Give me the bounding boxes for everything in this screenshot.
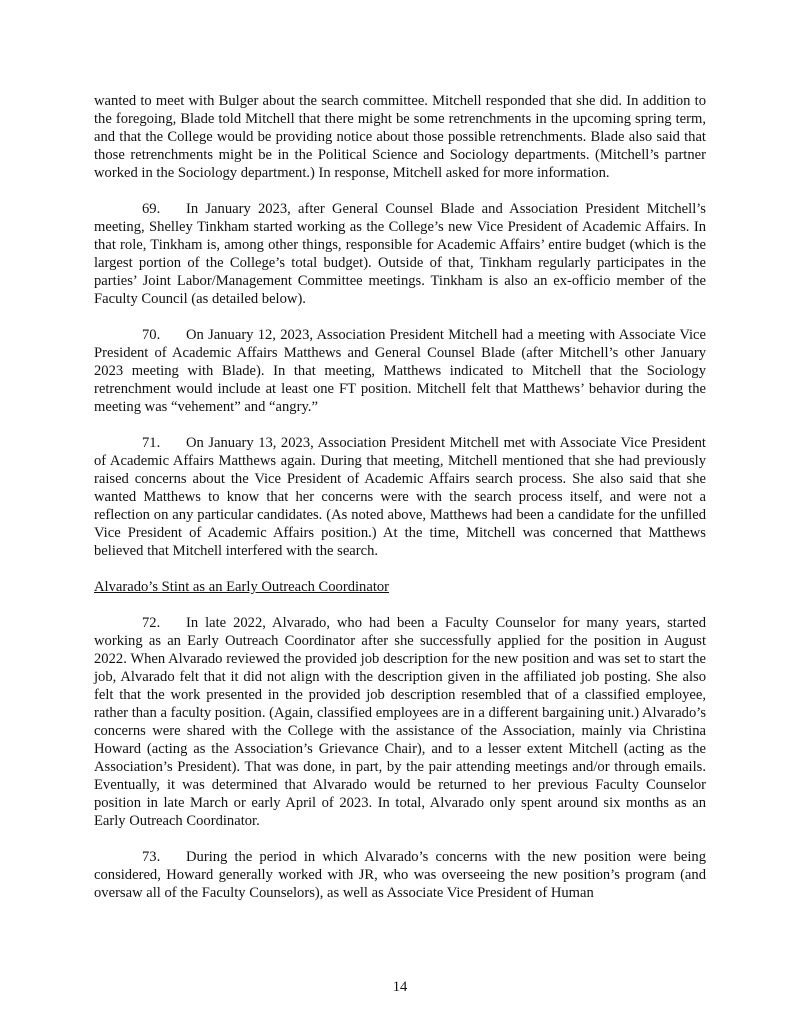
paragraph-text: In late 2022, Alvarado, who had been a Faculty Counselor for many years, started working as an Early Outreach Coordinator after she successfully applied for the position in August 2022. When Alvarado reviewed the provided job description for the new position and was set to start the job, Alvarado felt that it did not align with the description given in the affiliated job posting. She also felt that the work presented in the provided job description resembled that of a classified employee, rather than a faculty position. (Again, classified employees are in a different bargaining unit.) Alvarado’s concerns were shared with the College with the assistance of the Association, mainly via Christina Howard (acting as the Association’s Grievance Chair), and to a lesser extent Mitchell (acting as the Association’s President). That was done, in part, by the pair attending meetings and/or through emails. Eventually, it was determined that Alvarado would be returned to her previous Faculty Counselor position in late March or early April of 2023. In total, Alvarado only spent around six months as an Early Outreach Coordinator. — [94, 615, 706, 829]
section-heading: Alvarado’s Stint as an Early Outreach Coordinator — [94, 579, 390, 595]
page-number: 14 — [392, 979, 408, 995]
paragraph-number: 73. — [142, 849, 161, 865]
paragraph-text: In January 2023, after General Counsel Blade and Association President Mitchell’s meeting, Shelley Tinkham started working as the College’s new Vice President of Academic Affairs. In that role, Tinkham is, among other things, responsible for Academic Affairs’ entire budget (which is the largest portion of the College’s total budget). Outside of that, Tinkham regularly participates in the parties’ Joint Labor/Management Committee meetings. Tinkham is also an ex-officio member of the Faculty Council (as detailed below). — [94, 201, 706, 307]
paragraph-continuation — [94, 92, 706, 182]
paragraph-number: 69. — [142, 201, 161, 217]
paragraph-70 — [94, 326, 706, 416]
paragraph-text: On January 13, 2023, Association President Mitchell met with Associate Vice President of Academic Affairs Matthews again. During that meeting, Mitchell mentioned that she had previously raised concerns about the Vice President of Academic Affairs search process. She also said that she wanted Matthews to know that her concerns were with the search process itself, and were not a reflection on any particular candidates. (As noted above, Matthews had been a candidate for the unfilled Vice President of Academic Affairs position.) At the time, Mitchell was concerned that Matthews believed that Mitchell interfered with the search. — [94, 435, 706, 559]
paragraph-number: 70. — [142, 327, 161, 343]
paragraph-text: During the period in which Alvarado’s concerns with the new position were being considered, Howard generally worked with JR, who was overseeing the new position’s program (and oversaw all of the Faculty Counselors), as well as Associate Vice President of Human — [94, 849, 706, 901]
paragraph-69 — [94, 200, 706, 308]
paragraph-text: wanted to meet with Bulger about the search committee. Mitchell responded that she did. In addition to the foregoing, Blade told Mitchell that there might be some retrenchments in the upcoming spring term, and that the College would be providing notice about those possible retrenchments. Blade also said that those retrenchments might be in the Political Science and Sociology departments. (Mitchell’s partner worked in the Sociology department.) In response, Mitchell asked for more information. — [94, 93, 706, 181]
paragraph-73 — [94, 848, 706, 902]
document-page — [94, 92, 706, 920]
paragraph-number: 71. — [142, 435, 161, 451]
paragraph-text: On January 12, 2023, Association President Mitchell had a meeting with Associate Vice President of Academic Affairs Matthews and General Counsel Blade (after Mitchell’s other January 2023 meeting with Blade). In that meeting, Matthews indicated to Mitchell that the Sociology retrenchment would include at least one FT position. Mitchell felt that Matthews’ behavior during the meeting was “vehement” and “angry.” — [94, 327, 706, 415]
paragraph-71 — [94, 434, 706, 560]
paragraph-72 — [94, 614, 706, 830]
paragraph-number: 72. — [142, 615, 161, 631]
